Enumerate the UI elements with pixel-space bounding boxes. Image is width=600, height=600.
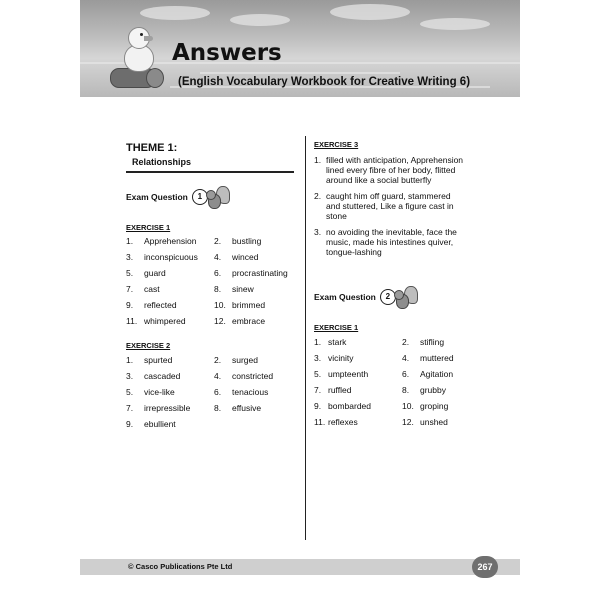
answer-number: 9. <box>126 300 134 310</box>
answer-number: 1. <box>314 155 322 165</box>
answer-number: 5. <box>314 369 322 379</box>
answer-word: constricted <box>232 371 274 381</box>
answer-number: 3. <box>314 353 322 363</box>
answer-row <box>126 387 301 403</box>
answer-number: 4. <box>214 252 222 262</box>
answer-word: ruffled <box>328 385 352 395</box>
answer-word: vice-like <box>144 387 175 397</box>
answer-number: 6. <box>214 268 222 278</box>
answer-text-line: no avoiding the inevitable, face the <box>326 227 457 237</box>
answer-number: 6. <box>402 369 410 379</box>
answer-word: vicinity <box>328 353 354 363</box>
answer-row <box>126 403 301 419</box>
answer-row <box>126 371 301 387</box>
answer-word: embrace <box>232 316 266 326</box>
answer-row <box>314 353 494 369</box>
exam-question-2-heading <box>314 286 416 308</box>
answer-word: inconspicuous <box>144 252 198 262</box>
answer-row <box>126 236 301 252</box>
answer-word: muttered <box>420 353 454 363</box>
answer-number: 10. <box>402 401 414 411</box>
answer-word: Apprehension <box>144 236 197 246</box>
answer-number: 12. <box>214 316 226 326</box>
cloud-illustration <box>420 18 490 30</box>
duck-eye-illustration <box>140 33 143 36</box>
answer-word: tenacious <box>232 387 269 397</box>
answer-item <box>314 191 494 221</box>
answer-row <box>314 417 494 433</box>
answer-row <box>314 369 494 385</box>
answer-word: whimpered <box>144 316 186 326</box>
answer-word: bombarded <box>328 401 372 411</box>
answer-number: 4. <box>214 371 222 381</box>
answer-page <box>80 0 520 600</box>
water-ripple <box>200 72 400 74</box>
copyright-text: © Casco Publications Pte Ltd <box>128 562 233 571</box>
exercise-heading: EXERCISE 1 <box>126 223 171 232</box>
theme-name: Relationships <box>132 157 192 167</box>
answer-number: 3. <box>126 371 134 381</box>
exam-question-label: Exam Question <box>314 292 376 302</box>
column-divider <box>305 136 306 540</box>
answer-number: 9. <box>126 419 134 429</box>
theme-label: THEME 1: <box>126 142 178 154</box>
answer-number: 4. <box>402 353 410 363</box>
exercise-1-answer-list <box>314 337 494 433</box>
answer-number: 1. <box>126 236 134 246</box>
answer-number: 11. <box>126 316 138 326</box>
answer-word: surged <box>232 355 258 365</box>
answer-number: 1. <box>314 337 322 347</box>
answer-item <box>314 155 494 185</box>
squirrel-icon <box>394 286 416 308</box>
answer-word: grubby <box>420 385 446 395</box>
theme-divider <box>126 171 294 173</box>
answer-number: 7. <box>314 385 322 395</box>
exercise-heading: EXERCISE 1 <box>314 323 359 332</box>
answer-word: stark <box>328 337 347 347</box>
answer-word: winced <box>232 252 259 262</box>
answer-text-line: around like a social butterfly <box>326 175 432 185</box>
page-subtitle: (English Vocabulary Workbook for Creative Writing 6) <box>178 76 471 88</box>
answer-number: 11. <box>314 417 326 427</box>
answer-word: sinew <box>232 284 254 294</box>
answer-word: ebullient <box>144 419 176 429</box>
answer-number: 2. <box>214 236 222 246</box>
page-number-badge: 267 <box>472 556 498 578</box>
answer-number: 5. <box>126 387 134 397</box>
cloud-illustration <box>230 14 290 26</box>
answer-number: 2. <box>402 337 410 347</box>
answer-row <box>314 337 494 353</box>
answer-number: 8. <box>214 403 222 413</box>
answer-row <box>314 385 494 401</box>
exam-question-number-badge: 1 <box>192 189 208 205</box>
answer-number: 10. <box>214 300 226 310</box>
answer-word: spurted <box>144 355 173 365</box>
answer-word: effusive <box>232 403 262 413</box>
answer-number: 7. <box>126 403 134 413</box>
answer-word: stifling <box>420 337 445 347</box>
answer-row <box>126 316 301 332</box>
answer-number: 9. <box>314 401 322 411</box>
exam-question-number-badge: 2 <box>380 289 396 305</box>
answer-row <box>126 419 301 435</box>
answer-row <box>126 284 301 300</box>
page-title: Answers <box>172 40 282 66</box>
exercise-3-answer-list <box>314 155 494 263</box>
answer-number: 12. <box>402 417 414 427</box>
answer-word: irrepressible <box>144 403 191 413</box>
answer-row <box>126 268 301 284</box>
answer-text-line: stone <box>326 211 347 221</box>
header-banner <box>80 0 520 97</box>
answer-word: Agitation <box>420 369 454 379</box>
answer-word: reflexes <box>328 417 358 427</box>
answer-number: 7. <box>126 284 134 294</box>
cloud-illustration <box>140 6 210 20</box>
log-end-illustration <box>146 68 164 88</box>
answer-row <box>126 355 301 371</box>
exercise-1-answer-list <box>126 236 301 332</box>
answer-number: 8. <box>214 284 222 294</box>
answer-text-line: filled with anticipation, Apprehension <box>326 155 464 165</box>
answer-word: umpteenth <box>328 369 369 379</box>
answer-number: 8. <box>402 385 410 395</box>
answer-text-line: music, made his intestines quiver, <box>326 237 454 247</box>
answer-word: cascaded <box>144 371 181 381</box>
answer-word: groping <box>420 401 449 411</box>
answer-number: 6. <box>214 387 222 397</box>
exercise-2-answer-list <box>126 355 301 435</box>
answer-text-line: caught him off guard, stammered <box>326 191 451 201</box>
answer-row <box>126 252 301 268</box>
answer-number: 1. <box>126 355 134 365</box>
answer-number: 5. <box>126 268 134 278</box>
answer-word: reflected <box>144 300 177 310</box>
answer-word: guard <box>144 268 166 278</box>
answer-number: 2. <box>214 355 222 365</box>
answer-word: bustling <box>232 236 262 246</box>
answer-text-line: and stuttered, Like a figure cast in <box>326 201 454 211</box>
squirrel-icon <box>206 186 228 208</box>
answer-number: 3. <box>314 227 322 237</box>
answer-text-line: lined every fibre of her body, flitted <box>326 165 456 175</box>
answer-row <box>314 401 494 417</box>
answer-item <box>314 227 494 257</box>
exercise-heading: EXERCISE 2 <box>126 341 171 350</box>
answer-word: cast <box>144 284 160 294</box>
answer-text-line: tongue-lashing <box>326 247 382 257</box>
answer-word: procrastinating <box>232 268 288 278</box>
answer-number: 2. <box>314 191 322 201</box>
answer-number: 3. <box>126 252 134 262</box>
answer-row <box>126 300 301 316</box>
exercise-heading: EXERCISE 3 <box>314 140 359 149</box>
answer-word: unshed <box>420 417 448 427</box>
duck-beak-illustration <box>144 36 153 41</box>
answer-word: brimmed <box>232 300 266 310</box>
exam-question-1-heading <box>126 186 228 208</box>
exam-question-label: Exam Question <box>126 192 188 202</box>
cloud-illustration <box>330 4 410 20</box>
